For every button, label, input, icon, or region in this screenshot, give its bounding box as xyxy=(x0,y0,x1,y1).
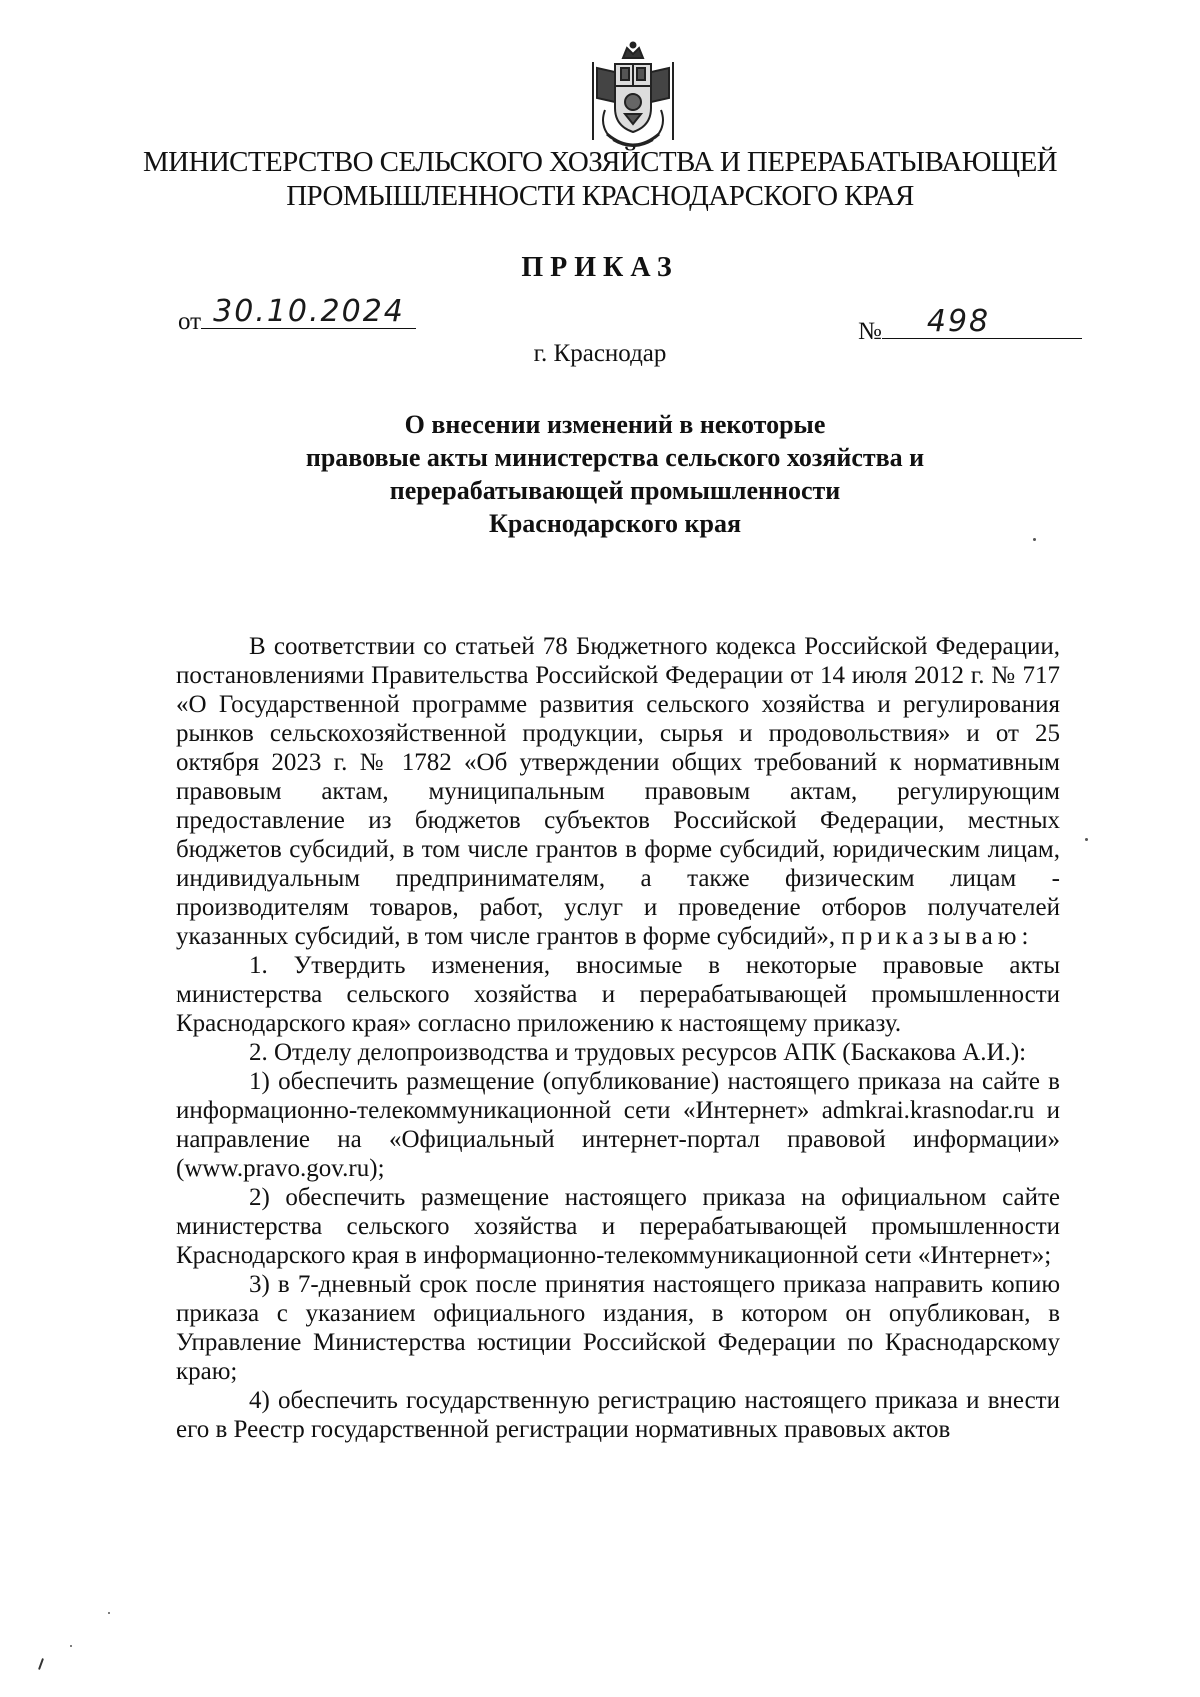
item-1: 1. Утвердить изменения, вносимые в некоторые правовые акты министерства сельского хозяйства и перерабатывающей промышленности Краснодарского края» согласно приложению к настоящему приказу. xyxy=(176,952,1060,1037)
date-underline xyxy=(201,294,416,329)
preamble-text: В соответствии со статьей 78 Бюджетного кодекса Российской Федерации, постановлениями Правительства Российской Федерации от 14 июля 2012 г. № 717 «О Государственной программе развития сельского хозяйства и регулирования рынков сельскохозяйственной продукции, сырья и продовольствия» и от 25 октября 2023 г. № 1782 «Об утверждении общих требований к нормативным правовым актам, муниципальным правовым актам, регулирующим предоставление из бюджетов субъектов Российской Федерации, местных бюджетов субсидий, в том числе грантов в форме субсидий, юридическим лицам, индивидуальным предпринимателям, а также физическим лицам - производителям товаров, работ, услуг и проведение отборов получателей указанных субсидий, в том числе грантов в форме субсидий», xyxy=(176,633,1060,950)
number-underline xyxy=(882,304,1082,339)
order-word: приказываю: xyxy=(841,923,1034,950)
handwritten-number: 498 xyxy=(926,304,991,339)
scan-speck xyxy=(108,1612,110,1614)
subject-line1: О внесении изменений в некоторые xyxy=(404,410,826,439)
item-2-4: 4) обеспечить государственную регистрацию настоящего приказа и внести его в Реестр государственной регистрации нормативных правовых актов xyxy=(176,1387,1060,1443)
item-2-1: 1) обеспечить размещение (опубликование) настоящего приказа на сайте в информационно-телекоммуникационной сети «Интернет» admkrai.krasnodar.ru и направление на «Официальный интернет-портал правовой информации» (www.pravo.gov.ru); xyxy=(176,1068,1060,1182)
item-2-2: 2) обеспечить размещение настоящего приказа на официальном сайте министерства сельского хозяйства и перерабатывающей промышленности Краснодарского края в информационно-телекоммуникационной сети «Интернет»; xyxy=(176,1184,1060,1269)
ministry-name-line1: МИНИСТЕРСТВО СЕЛЬСКОГО ХОЗЯЙСТВА И ПЕРЕРАБАТЫВАЮЩЕЙ xyxy=(142,146,1058,178)
ministry-name-line2: ПРОМЫШЛЕННОСТИ КРАСНОДАРСКОГО КРАЯ xyxy=(286,180,914,212)
handwritten-date: 30.10.2024 xyxy=(213,294,405,329)
item-2: 2. Отделу делопроизводства и трудовых ресурсов АПК (Баскакова А.И.): xyxy=(249,1039,1027,1066)
document-type-title: ПРИКАЗ xyxy=(521,252,679,283)
subject-line4: Краснодарского края xyxy=(488,509,742,538)
item-2-3: 3) в 7-дневный срок после принятия настоящего приказа направить копию приказа с указанием официального издания, в котором он опубликован, в Управление Министерства юстиции Российской Федерации по Краснодарскому краю; xyxy=(176,1271,1060,1385)
order-subject xyxy=(150,408,1080,540)
number-prefix: № xyxy=(858,318,882,345)
scan-speck xyxy=(1033,538,1036,541)
scan-mark xyxy=(38,1658,44,1670)
ministry-name xyxy=(120,145,1080,213)
date-field xyxy=(178,294,416,336)
scan-speck xyxy=(1085,838,1088,841)
issue-city: г. Краснодар xyxy=(533,340,667,367)
coat-of-arms-icon xyxy=(585,40,681,160)
preamble-paragraph xyxy=(176,632,1060,951)
subject-line3: перерабатывающей промышленности xyxy=(389,476,841,505)
subject-line2: правовые акты министерства сельского хозяйства и xyxy=(305,443,925,472)
order-body xyxy=(176,632,1060,1444)
scan-speck xyxy=(70,1645,72,1647)
date-prefix: от xyxy=(178,308,202,335)
